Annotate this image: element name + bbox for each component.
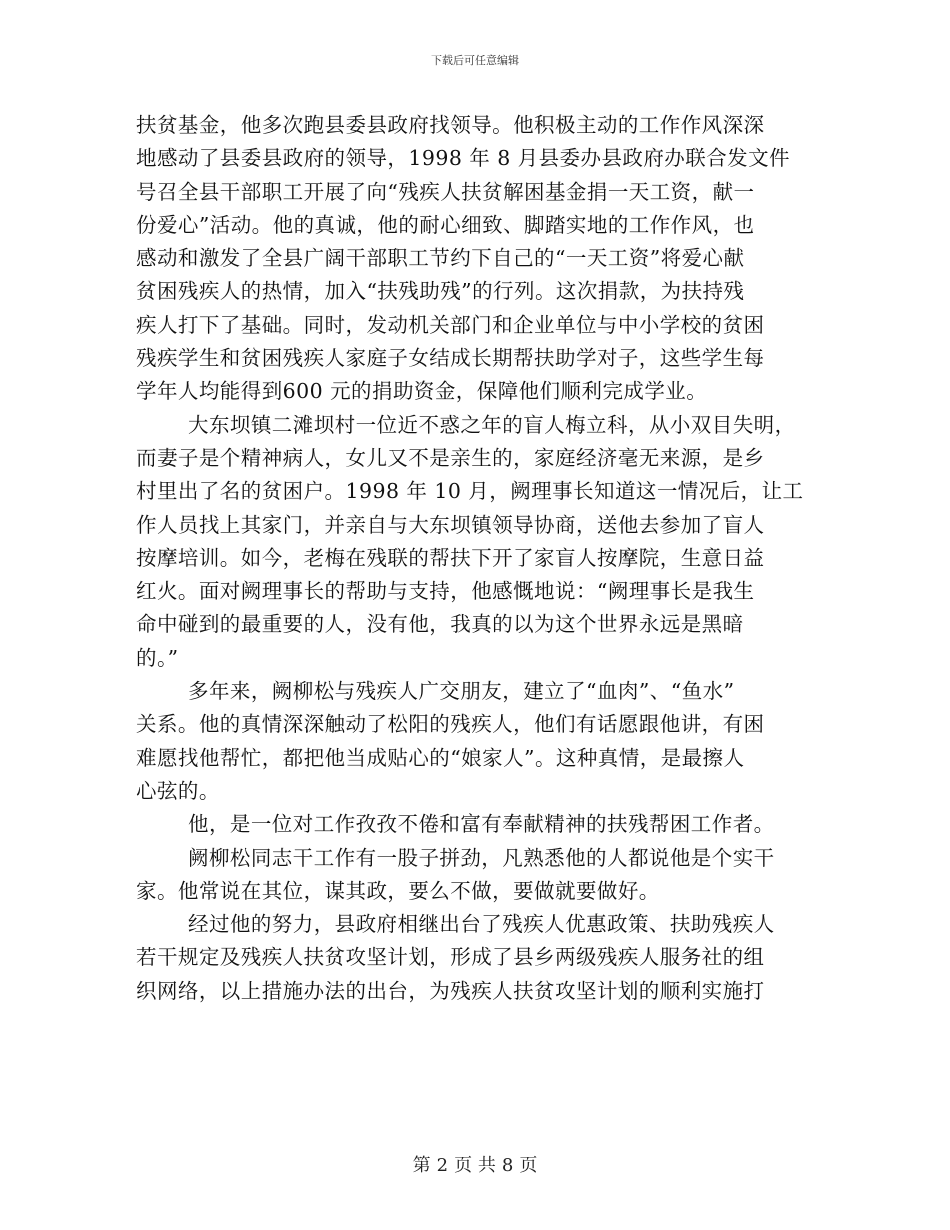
text-line: 难愿找他帮忙，都把他当成贴心的“娘家人”。这种真情，是最擦人 <box>136 745 745 770</box>
footer-middle: 页 共 <box>454 1155 496 1176</box>
text-line: 命中碰到的最重要的人，没有他，我真的以为这个世界永远是黑暗 <box>136 612 744 637</box>
text-line: 扶贫基金，他多次跑县委县政府找领导。他积极主动的工作作风深深 <box>136 113 765 137</box>
page-header-note: 下载后可任意编辑 <box>431 54 519 67</box>
text-line: 红火。面对阙理事长的帮助与支持，他感慨地说：“阙理事长是我生 <box>136 579 755 604</box>
paragraph-first-line: 大东坝镇二滩坝村一位近不惑之年的盲人梅立科，从小双目失明， <box>188 412 796 437</box>
text-line: 作人员找上其家门，并亲自与大东坝镇领导协商，送他去参加了盲人 <box>136 512 765 537</box>
text-line: 的。” <box>136 645 179 670</box>
paragraph-first-line: 多年来，阙柳松与残疾人广交朋友，建立了“血肉”、“鱼水” <box>188 679 735 704</box>
total-page-number: 8 <box>501 1155 514 1176</box>
text-line: 贫困残疾人的热情，加入“扶残助残”的行列。这次捐款，为扶持残 <box>136 279 745 304</box>
paragraph-first-line: 经过他的努力，县政府相继出台了残疾人优惠政策、扶助残疾人 <box>188 912 775 937</box>
text-line: 若干规定及残疾人扶贫攻坚计划，形成了县乡两级残疾人服务社的组 <box>136 945 765 970</box>
document-body <box>136 109 806 1008</box>
text-line: 学年人均能得到600 元的捐助资金，保障他们顺利完成学业。 <box>136 379 708 404</box>
text-line: 地感动了县委县政府的领导，1998 年 8 月县委办县政府办联合发文件 <box>136 146 791 171</box>
text-line: 关系。他的真情深深触动了松阳的残疾人，他们有话愿跟他讲，有困 <box>136 712 765 737</box>
text-line: 疾人打下了基础。同时，发动机关部门和企业单位与中小学校的贫困 <box>136 312 765 337</box>
text-line: 份爱心”活动。他的真诚，他的耐心细致、脚踏实地的工作作风，也 <box>136 212 755 237</box>
text-line: 感动和激发了全县广阔干部职工节约下自己的“一天工资”将爱心献 <box>136 246 745 271</box>
footer-prefix: 第 <box>412 1155 431 1176</box>
text-line: 家。他常说在其位，谋其政，要么不做，要做就要做好。 <box>136 878 660 903</box>
text-line: 按摩培训。如今，老梅在残联的帮扶下开了家盲人按摩院，生意日益 <box>136 545 765 570</box>
current-page-number: 2 <box>436 1155 449 1176</box>
text-line: 心弦的。 <box>136 778 220 803</box>
text-line: 织网络，以上措施办法的出台，为残疾人扶贫攻坚计划的顺利实施打 <box>136 978 765 1003</box>
paragraph-first-line: 阙柳松同志干工作有一股子拼劲，凡熟悉他的人都说他是个实干 <box>188 845 775 870</box>
text-line: 而妻子是个精神病人，女儿又不是亲生的，家庭经济毫无来源，是乡 <box>136 445 765 470</box>
page-footer <box>0 1155 950 1177</box>
footer-suffix: 页 <box>519 1155 538 1176</box>
text-line: 号召全县干部职工开展了向“残疾人扶贫解困基金捐一天工资，献一 <box>136 179 755 204</box>
text-line: 村里出了名的贫困户。1998 年 10 月，阙理事长知道这一情况后，让工 <box>136 479 804 504</box>
text-line: 残疾学生和贫困残疾人家庭子女结成长期帮扶助学对子，这些学生每 <box>136 346 765 371</box>
paragraph-first-line: 他，是一位对工作孜孜不倦和富有奉献精神的扶残帮困工作者。 <box>188 812 775 837</box>
